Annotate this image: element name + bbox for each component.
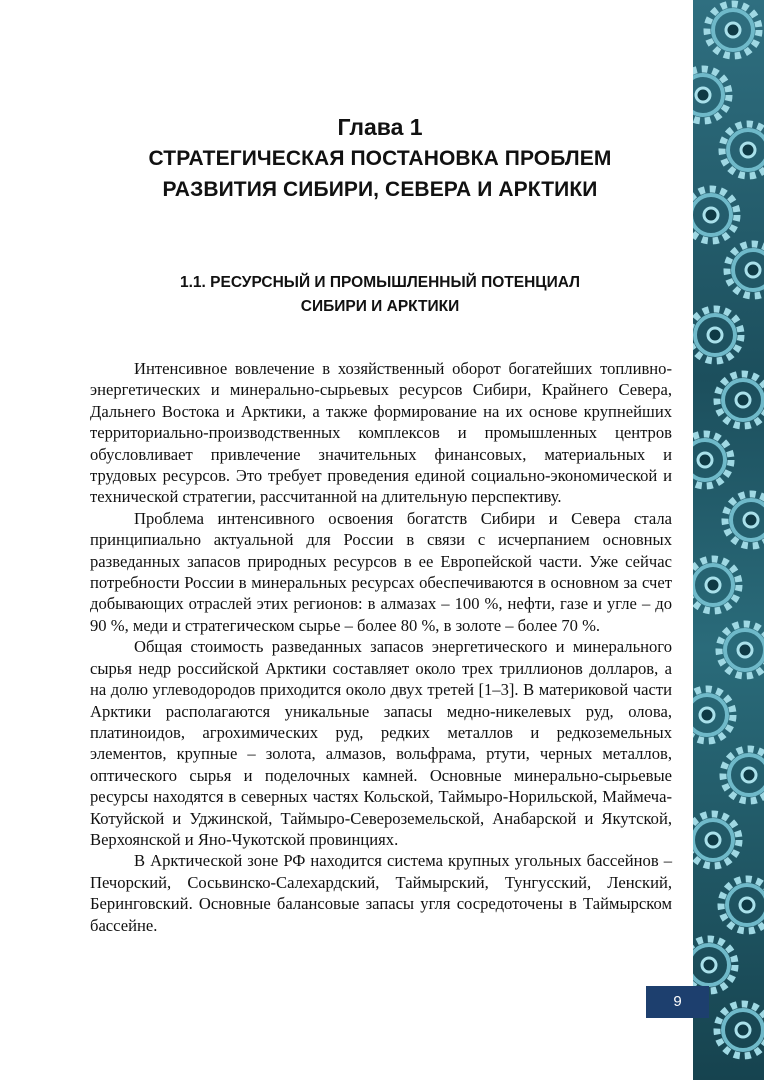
gears-decorative-strip: [693, 0, 764, 1080]
paragraph: В Арктической зоне РФ находится система крупных угольных бассейнов – Печорский, Сосьвинско-Салехардский, Таймырский, Тунгусский, Ленский, Беринговский. Основные балансовые запасы угля сосредоточены в Таймырском бассейне.: [90, 851, 672, 935]
chapter-title-line-1: СТРАТЕГИЧЕСКАЯ ПОСТАНОВКА ПРОБЛЕМ: [148, 147, 612, 170]
paragraph: Интенсивное вовлечение в хозяйственный оборот богатейших топливно-энергетических и минерально-сырьевых ресурсов Сибири, Крайнего Севера, Дальнего Востока и Арктики, а также формирование на их основе крупнейших территориально-производственных комплексов и промышленных центров обусловливает привлечение значительных финансовых, материальных и трудовых ресурсов. Это требует проведения единой социально-экономической и технической стратегии, рассчитанной на длительную перспективу.: [90, 359, 672, 507]
paragraph: Проблема интенсивного освоения богатств Сибири и Севера стала принципиально актуальной для России в связи с исчерпанием основных разведанных запасов природных ресурсов в ее Европейской части. Уже сейчас потребности России в минеральных ресурсах обеспечиваются в основном за счет добывающих отраслей этих регионов: в алмазах – 100 %, нефти, газе и угле – до 90 %, меди и стратегическом сырье – более 80 %, в золоте – более 70 %.: [90, 508, 672, 635]
paragraph: Общая стоимость разведанных запасов энергетического и минерального сырья недр российской Арктики составляет около трех триллионов долларов, а на долю углеводородов приходится около двух третей [1–3]. В материковой части Арктики располагаются уникальные запасы медно-никелевых руд, олова, платиноидов, агрохимических руд, редких металлов и редкоземельных элементов, крупные – золота, алмазов, вольфрама, ртути, черных металлов, оптического сырья и поделочных камней. Основные минерально-сырьевые ресурсы находятся в северных частях Кольской, Таймыро-Норильской, Маймеча-Котуйской и Уджинской, Таймыро-Североземельской, Анабарской и Якутской, Верхоянской и Яно-Чукотской провинциях.: [90, 637, 672, 849]
section-title-line-1: 1.1. РЕСУРСНЫЙ И ПРОМЫШЛЕННЫЙ ПОТЕНЦИАЛ: [179, 274, 580, 291]
chapter-heading: [60, 112, 700, 205]
chapter-title-line-2: РАЗВИТИЯ СИБИРИ, СЕВЕРА И АРКТИКИ: [162, 178, 598, 201]
chapter-number: Глава 1: [337, 114, 423, 140]
gears-pattern-icon: [693, 0, 764, 1080]
page-number: 9: [646, 986, 709, 1018]
section-heading: [60, 271, 700, 319]
section-title-line-2: СИБИРИ И АРКТИКИ: [300, 298, 460, 315]
body-text: [90, 358, 672, 936]
